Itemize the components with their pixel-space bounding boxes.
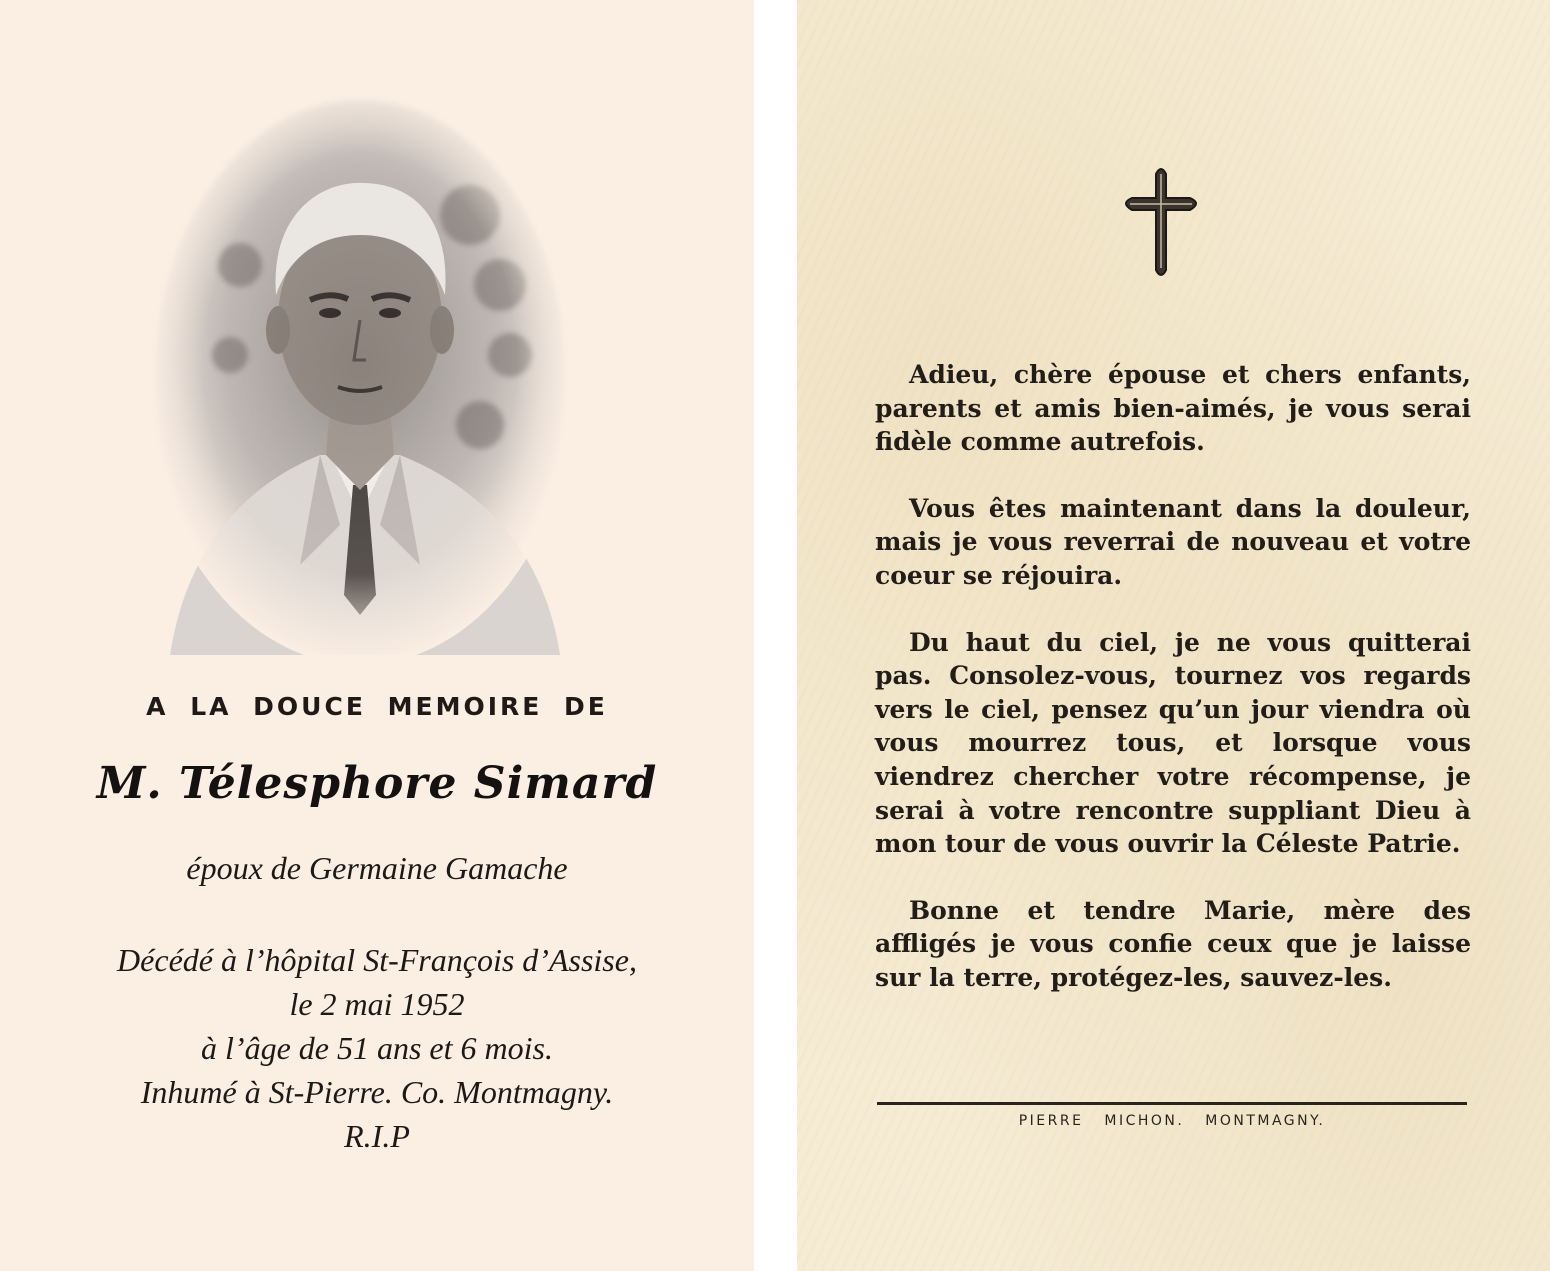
verse-paragraph: Bonne et tendre Marie, mère des affligés je vous confie ceux que je laisse sur la terre, protégez-les, sauvez-les.: [875, 895, 1471, 992]
death-details: [0, 938, 754, 1158]
spouse-line: époux de Germaine Gamache: [186, 850, 568, 886]
details-line: le 2 mai 1952: [289, 986, 465, 1022]
details-line: Décédé à l’hôpital St-François d’Assise,: [117, 942, 637, 978]
details-line: à l’âge de 51 ans et 6 mois.: [201, 1030, 553, 1066]
memory-heading: A LA DOUCE MEMOIRE DE: [146, 692, 608, 721]
verse-paragraph: Adieu, chère épouse et chers enfants, parents et amis bien-aimés, je vous serai fidèle comme autrefois.: [875, 360, 1471, 457]
details-line: Inhumé à St-Pierre. Co. Montmagny.: [140, 1074, 614, 1110]
cross-icon: [1118, 164, 1204, 280]
details-line: R.I.P: [344, 1118, 410, 1154]
verse-paragraph: Vous êtes maintenant dans la douleur, mais je vous reverrai de nouveau et votre coeur se réjouira.: [875, 493, 1471, 590]
verse-paragraph: Du haut du ciel, je ne vous quitterai pas. Consolez-vous, tournez vos regards vers le ciel, pensez qu’un jour viendra où vous mourrez tous, et lorsque vous viendrez chercher votre récompense, je serai à votre rencontre suppliant Dieu à mon tour de vous ouvrir la Céleste Patrie.: [875, 627, 1471, 859]
deceased-name: M. Télesphore Simard: [96, 758, 658, 809]
poem-text: [875, 358, 1471, 995]
printer-credit: PIERRE MICHON. MONTMAGNY.: [1018, 1113, 1326, 1129]
divider-rule: [877, 1102, 1467, 1105]
card-front: [0, 0, 754, 1271]
portrait-photo: [150, 95, 570, 655]
